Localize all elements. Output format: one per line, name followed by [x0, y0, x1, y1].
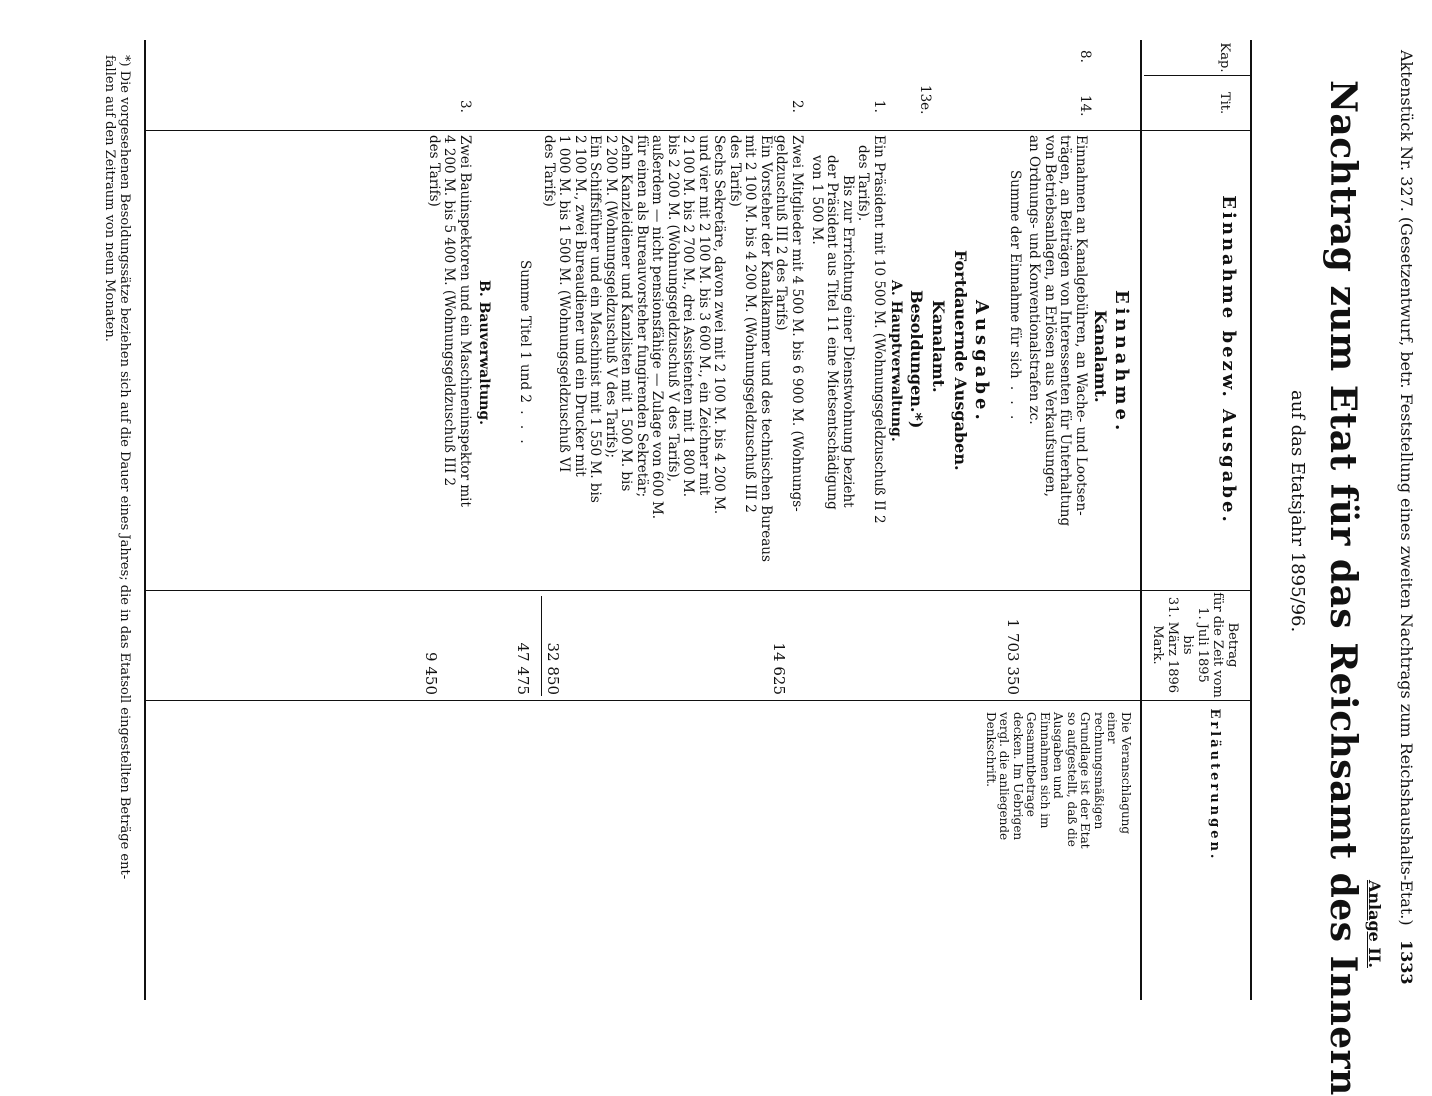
section-b-heading: B. Bauverwaltung.: [476, 280, 492, 426]
annex-label: Anlage II.: [1365, 880, 1384, 968]
text-line: Zwei Bauinspektoren und ein Maschineninspektor mit: [457, 135, 473, 507]
item-2-subtotal: 32 850: [544, 642, 562, 695]
ausgabe-sub-besoldungen: Besoldungen.*): [907, 290, 926, 429]
item-3-text: [426, 135, 473, 507]
sum-titles-amount: 47 475: [514, 642, 532, 695]
text-line: Ein Vorsteher der Kanalkammer und des technischen Bureaus: [758, 135, 774, 562]
text-line: von Betriebsanlagen, an Erlösen aus Verkaufsungen,: [1042, 135, 1058, 497]
einnahme-sum-label: [1007, 170, 1023, 422]
text-line: Einnahmen an Kanalgebühren, an Wache- und Lootsen-: [1073, 135, 1089, 516]
col-head-amount: [1150, 590, 1240, 700]
item-3-tit: 3.: [457, 100, 473, 113]
einnahme-heading: Einnahme.: [1111, 290, 1132, 435]
text-line: Sechs Sekretäre, davon zwei mit 2 100 M. bis 4 200 M.: [711, 135, 728, 515]
text-line: außerdem — nicht pensionsfähige — Zulage von 600 M.: [649, 135, 666, 520]
text-line: trägen, an Beiträgen von Interessenten für Unterhaltung: [1057, 135, 1074, 527]
text-line: Bis zur Errichtung einer Dienstwohnung bezieht: [840, 175, 856, 508]
col-rule-text: [146, 590, 1250, 591]
col-head-kap: Kap.: [1217, 42, 1232, 73]
text-line: Ein Schiffsführer und ein Maschinist mit 1 550 M. bis: [587, 135, 604, 503]
item-1-text: [809, 135, 887, 524]
col-rule-tit: [146, 130, 1250, 131]
col-rule-kap: [1144, 75, 1250, 76]
item-1-tit: 1.: [871, 100, 887, 113]
text-line: 2 100 M., zwei Bureaudiener und ein Drucker mit: [572, 135, 588, 477]
text-line: 2 100 M. bis 2 700 M., drei Assistenten mit 1 800 M.: [680, 135, 697, 498]
text-line: mit 2 100 M. bis 4 200 M. (Wohnungsgeldzuschuß III 2: [742, 135, 759, 513]
amount-head-line: für die Zeit vom: [1210, 592, 1225, 698]
text-line: an Ordnungs- und Konventionalstrafen zc.: [1026, 135, 1043, 425]
amount-head-line: 1. Juli 1895: [1195, 607, 1210, 683]
leader-dots: . . .: [1007, 378, 1023, 423]
amount-head-line: 31. März 1896: [1165, 596, 1180, 694]
text-line: des Tarifs): [426, 135, 442, 207]
text-line: des Tarifs): [541, 135, 557, 207]
table-bottom-rule: [144, 40, 146, 1000]
ausgabe-sub-kanalamt: Kanalamt.: [929, 300, 948, 393]
col-head-tit: Tit.: [1217, 91, 1232, 115]
text-line: und vier mit 2 100 M. bis 3 600 M., ein Zeichner mit: [696, 135, 712, 496]
col-head-main: Einnahme bezw. Ausgabe.: [1218, 195, 1239, 525]
text-line: Ein Präsident mit 10 500 M. (Wohnungsgeldzuschuß II 2: [871, 135, 887, 524]
text-line: des Tarifs): [727, 135, 743, 207]
page-title: Nachtrag zum Etat für das Reichsamt des Innern: [1322, 80, 1364, 1096]
text-line: des Tarifs).: [855, 145, 872, 222]
einnahme-text: [1026, 135, 1088, 526]
footnote-line: *) Die vorgesehenen Besoldungssätze beziehen sich auf die Dauer eines Jahres; die in das Etatsoll eingestellten Beträge ent-: [117, 55, 132, 880]
subtotal-rule: [541, 596, 542, 696]
table-top-rule: [1250, 40, 1252, 1000]
running-header: Aktenstück Nr. 327. (Gesetzentwurf, betr. Feststellung eines zweiten Nachtrags zum Reichshaushalts-Etat.): [1397, 50, 1416, 926]
page-subtitle: auf das Etatsjahr 1895/96.: [1287, 390, 1308, 633]
ausgabe-heading: Ausgabe.: [971, 300, 992, 424]
amount-head-line: bis: [1180, 635, 1195, 655]
sum-label-text: Summe Titel 1 und 2: [517, 260, 533, 403]
leader-dots: . . .: [517, 402, 533, 447]
sum-titles-label: [517, 260, 533, 447]
einnahme-subheading: Kanalamt.: [1091, 310, 1110, 403]
text-line: von 1 500 M.: [809, 155, 825, 245]
footnote: [102, 55, 132, 879]
einnahme-kap: 8.: [1077, 50, 1093, 63]
amount-head-line: Betrag: [1225, 622, 1240, 668]
text-line: Zwei Mitglieder mit 4 500 M. bis 6 900 M. (Wohnungs-: [789, 135, 805, 512]
text-line: bis 2 200 M. (Wohnungsgeldzuschuß V des Tarifs),: [665, 135, 681, 482]
sum-label-text: Summe der Einnahme für sich: [1007, 170, 1023, 379]
einnahme-tit: 14.: [1077, 95, 1093, 117]
item-3-amount: 9 450: [422, 652, 440, 695]
footnote-line: fallen auf den Zeitraum von neun Monaten.: [102, 55, 117, 342]
text-line: geldzuschuß III 2 des Tarifs): [773, 135, 790, 331]
einnahme-note: Die Veranschlagung einer rechnungsmäßigen Grundlage ist der Etat so aufgestellt, daß die Ausgaben und Einnahmen sich im Gesammtbetrage decken. Im Uebrigen vergl. die anliegende Denkschrift.: [984, 712, 1133, 849]
text-line: Zehn Kanzleidiener und Kanzlisten mit 1 500 M. bis: [618, 135, 635, 492]
text-line: der Präsident aus Titel 11 eine Mietsentschädigung: [824, 155, 841, 510]
einnahme-amount: 1 703 350: [1004, 618, 1022, 695]
page-number: 1333: [1397, 940, 1416, 985]
amount-head-line: Mark.: [1150, 625, 1165, 665]
item-2-tit: 2.: [789, 100, 805, 113]
section-a-heading: A. Hauptverwaltung.: [888, 280, 904, 442]
item-2-text: [541, 135, 805, 562]
table-header-rule: [1140, 40, 1142, 1000]
item-2-amount: 14 625: [770, 642, 788, 695]
text-line: für einen als Bureauvorsteher fungirenden Sekretär;: [634, 135, 650, 498]
text-line: 4 200 M. bis 5 400 M. (Wohnungsgeldzuschuß III 2: [441, 135, 458, 487]
ausgabe-sub-fortdauernd: Fortdauernde Ausgaben.: [951, 250, 970, 471]
col-rule-amount: [146, 700, 1250, 701]
ausgabe-kap: 13e.: [917, 85, 933, 115]
text-line: 1 000 M. bis 1 500 M. (Wohnungsgeldzuschuß VI: [556, 135, 573, 473]
text-line: 2 200 M. (Wohnungsgeldzuschuß V des Tarifs);: [603, 135, 619, 459]
col-head-notes: Erläuterungen.: [1207, 708, 1222, 862]
